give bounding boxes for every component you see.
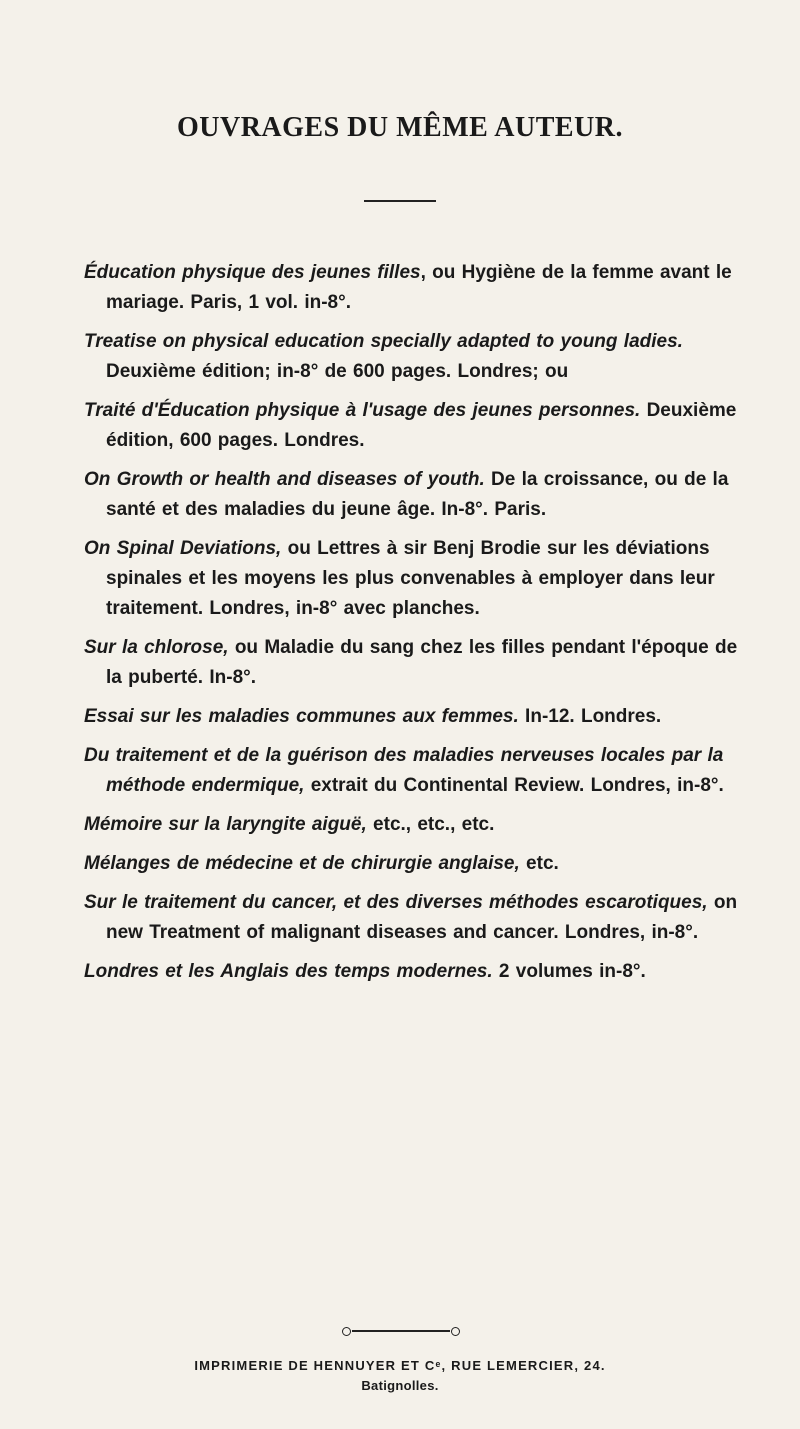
work-entry xyxy=(84,702,744,732)
work-entry xyxy=(84,465,744,525)
work-details: on new Treatment of malignant diseases and cancer. Londres, in-8°. xyxy=(106,892,738,943)
work-entry xyxy=(84,327,744,387)
work-title: Londres et les Anglais des temps modernes. xyxy=(84,961,493,982)
work-entry xyxy=(84,258,744,318)
work-details: , ou Hygiène de la femme avant le mariage. Paris, 1 vol. in-8°. xyxy=(106,262,732,313)
work-entry xyxy=(84,888,744,948)
work-title: On Spinal Deviations, xyxy=(84,538,282,559)
work-title: Sur le traitement du cancer, et des diverses méthodes escarotiques, xyxy=(84,892,708,913)
work-entry xyxy=(84,633,744,693)
end-ornament-rule xyxy=(352,1330,450,1332)
work-title: Treatise on physical education specially adapted to young ladies. xyxy=(84,331,683,352)
work-title: Traité d'Éducation physique à l'usage des jeunes personnes. xyxy=(84,400,641,421)
imprint-place: Batignolles. xyxy=(361,1378,439,1393)
work-title: Éducation physique des jeunes filles xyxy=(84,262,421,283)
imprint-line: IMPRIMERIE DE HENNUYER ET Cᵉ, RUE LEMERCIER, 24. xyxy=(194,1358,606,1373)
work-details: extrait du Continental Review. Londres, in-8°. xyxy=(304,775,724,796)
work-entry xyxy=(84,849,744,879)
work-title: Essai sur les maladies communes aux femmes. xyxy=(84,706,519,727)
work-entry xyxy=(84,741,744,801)
work-entry xyxy=(84,534,744,624)
work-details: In-12. Londres. xyxy=(518,706,662,727)
work-title: Mélanges de médecine et de chirurgie anglaise, xyxy=(84,853,520,874)
work-entry xyxy=(84,810,744,840)
work-title: Mémoire sur la laryngite aiguë, xyxy=(84,814,367,835)
work-details: etc. xyxy=(519,853,559,874)
work-details: Deuxième édition; in-8° de 600 pages. Londres; ou xyxy=(106,361,569,382)
work-title: On Growth or health and diseases of youth. xyxy=(84,469,485,490)
work-title: Sur la chlorose, xyxy=(84,637,229,658)
work-details: 2 volumes in-8°. xyxy=(492,961,646,982)
work-details: ou Lettres à sir Benj Brodie sur les déviations spinales et les moyens les plus convenables à employer dans leur traitement. Londres, in-8° avec planches. xyxy=(106,538,715,619)
work-details: ou Maladie du sang chez les filles pendant l'époque de la puberté. In-8°. xyxy=(106,637,738,688)
work-entry xyxy=(84,957,744,987)
title-divider xyxy=(364,200,436,202)
work-title: Du traitement et de la guérison des maladies nerveuses locales par la méthode endermique, xyxy=(84,745,724,796)
work-details: Deuxième édition, 600 pages. Londres. xyxy=(106,400,737,451)
work-entry xyxy=(84,396,744,456)
works-list xyxy=(84,258,744,996)
printer-imprint xyxy=(0,1356,800,1396)
work-details: De la croissance, ou de la santé et des maladies du jeune âge. In-8°. Paris. xyxy=(106,469,729,520)
work-details: etc., etc., etc. xyxy=(366,814,495,835)
page-title: OUVRAGES DU MÊME AUTEUR. xyxy=(176,112,624,143)
